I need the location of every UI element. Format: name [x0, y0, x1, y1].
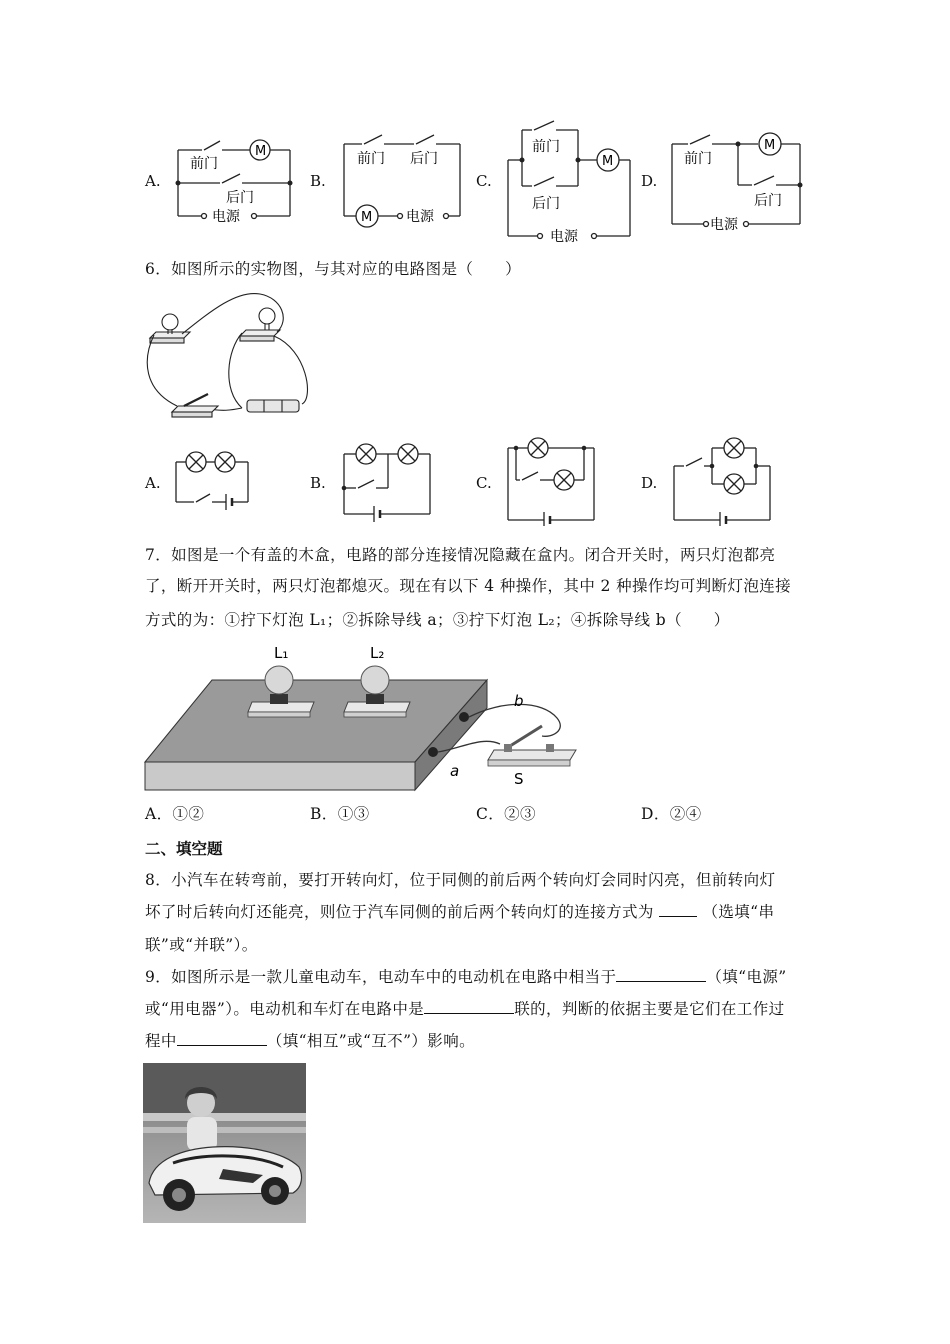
q5c-front-door-label: 前门 [532, 139, 560, 155]
q6-option-a-label: A. [145, 474, 161, 492]
q5-option-c-label: C. [476, 172, 492, 190]
q9-question-line3 [145, 1026, 475, 1057]
q6-option-d-label: D. [641, 474, 658, 492]
q9-question-line2 [145, 994, 785, 1025]
q5-circuit-d [666, 130, 811, 238]
q6-circuit-c [502, 430, 602, 526]
q8-question-line1: 8．小汽车在转弯前，要打开转向灯，位于同侧的前后两个转向灯会同时闪亮，但前转向灯 [145, 871, 776, 889]
q9-line1-hint: （填“电源” [706, 968, 787, 986]
q5b-back-door-label: 后门 [410, 151, 438, 167]
q9-line3-hint: （填“相互”或“互不”）影响。 [266, 1032, 476, 1050]
q7-wooden-box-figure [142, 640, 582, 798]
q5a-front-door-label: 前门 [190, 156, 218, 172]
q7-switch-s-label: S [514, 770, 524, 788]
q7-option-a[interactable]: A．①② [145, 805, 205, 823]
q5-circuit-b [336, 130, 471, 230]
q9-answer-blank-1[interactable] [616, 967, 706, 982]
q5c-motor-label: M [602, 154, 614, 169]
q5a-power-label: 电源 [212, 209, 240, 225]
q5-circuit-a [170, 130, 300, 230]
q5c-back-door-label: 后门 [532, 196, 560, 212]
q6-circuit-a [170, 448, 255, 510]
q5-circuit-c [502, 118, 637, 246]
q6-circuit-b [336, 440, 436, 524]
q5b-motor-label: M [361, 210, 373, 225]
q9-question-line1 [145, 962, 787, 993]
q5a-back-door-label: 后门 [226, 190, 254, 206]
q6-option-c-label: C. [476, 474, 492, 492]
q9-electric-toy-car-photo [143, 1063, 306, 1223]
q5b-power-label: 电源 [406, 209, 434, 225]
q7-l2-label: L₂ [370, 644, 385, 662]
q7-option-c[interactable]: C．②③ [476, 805, 536, 823]
q9-line2-text: 或“用电器”）。电动机和车灯在电路中是 [145, 1000, 425, 1018]
q5-option-a-label: A. [145, 172, 161, 190]
q5d-motor-label: M [764, 138, 776, 153]
q8-question-line2 [145, 897, 774, 928]
q8-answer-blank[interactable] [659, 902, 697, 917]
q5d-back-door-label: 后门 [754, 193, 782, 209]
q8-question-line3: 联”或“并联”）。 [145, 936, 258, 954]
q5-option-d-label: D. [641, 172, 658, 190]
q7-wire-a-label: a [450, 762, 460, 780]
q7-question-line3: 方式的为：①拧下灯泡 L₁；②拆除导线 a；③拧下灯泡 L₂；④拆除导线 b（ ） [145, 611, 730, 629]
q5b-front-door-label: 前门 [357, 151, 385, 167]
q7-question-line2: 了，断开开关时，两只灯泡都熄灭。现在有以下 4 种操作，其中 2 种操作均可判断灯泡连接 [145, 577, 792, 595]
q9-line2-text-end: 联的，判断的依据主要是它们在工作过 [514, 1000, 785, 1018]
q7-wire-b-label: b [514, 692, 524, 710]
q6-option-b-label: B. [310, 474, 326, 492]
q9-line3-text: 程中 [145, 1032, 177, 1050]
q6-question-text: 6．如图所示的实物图，与其对应的电路图是（ ） [145, 260, 521, 278]
q9-answer-blank-2[interactable] [424, 999, 514, 1014]
section-title-fill-in: 二、填空题 [145, 839, 223, 858]
q7-question-line1: 7．如图是一个有盖的木盒，电路的部分连接情况隐藏在盒内。闭合开关时，两只灯泡都亮 [145, 546, 776, 564]
q9-line1-text: 9．如图所示是一款儿童电动车，电动车中的电动机在电路中相当于 [145, 968, 617, 986]
q9-answer-blank-3[interactable] [177, 1031, 267, 1046]
q7-option-d[interactable]: D．②④ [641, 805, 702, 823]
q7-option-b[interactable]: B．①③ [310, 805, 370, 823]
q8-line2-hint: （选填“串 [702, 903, 775, 921]
q5a-motor-label: M [255, 144, 267, 159]
q5d-power-label: 电源 [710, 217, 738, 233]
q8-line2-text: 坏了时后转向灯还能亮，则位于汽车同侧的前后两个转向灯的连接方式为 [145, 903, 654, 921]
q5c-power-label: 电源 [550, 229, 578, 245]
q5d-front-door-label: 前门 [684, 151, 712, 167]
q6-physical-circuit-figure [142, 290, 317, 422]
q6-circuit-d [668, 432, 778, 526]
q5-option-b-label: B. [310, 172, 326, 190]
q7-l1-label: L₁ [274, 644, 289, 662]
